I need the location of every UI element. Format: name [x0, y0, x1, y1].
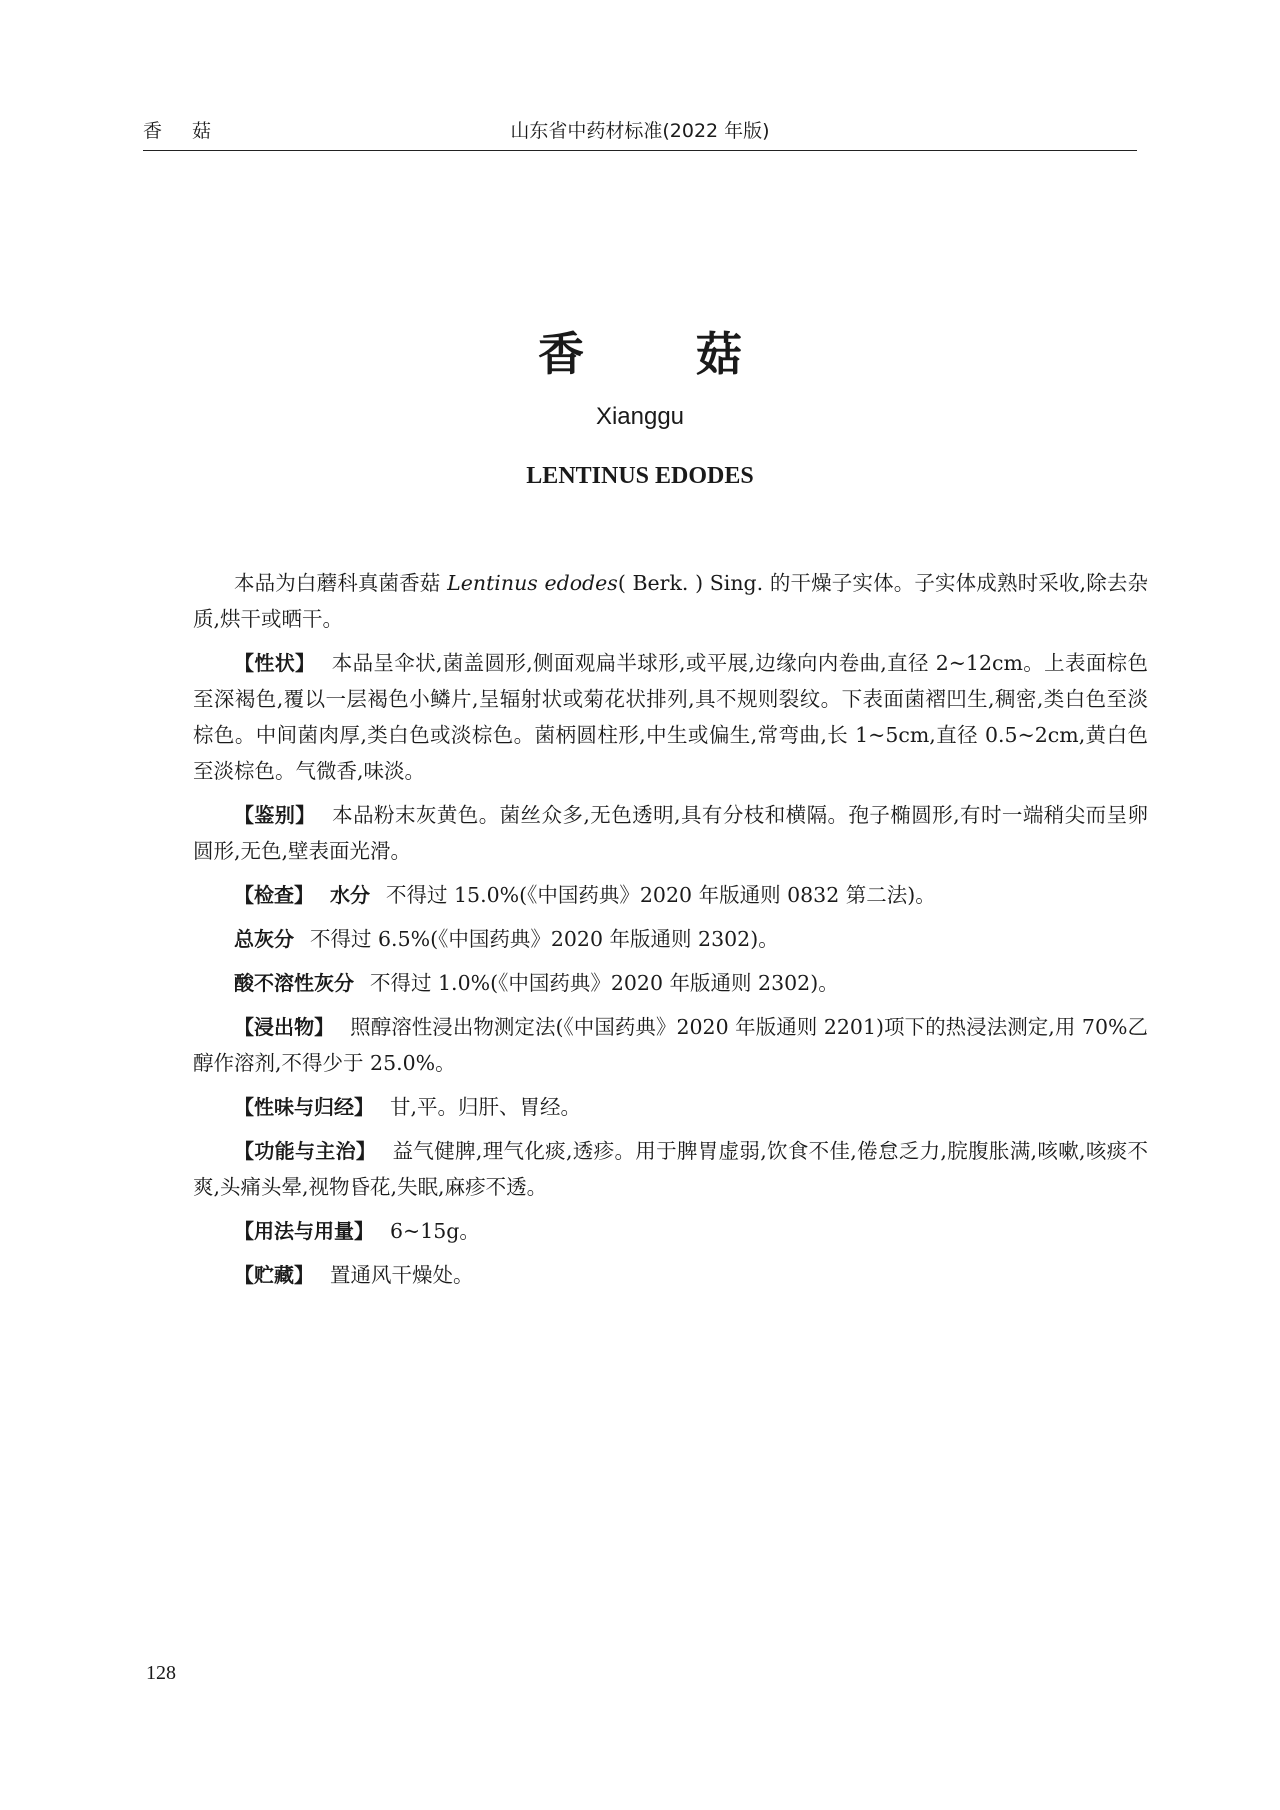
check-acid-insoluble-ash	[193, 965, 1148, 1001]
intro-paragraph	[193, 565, 1148, 637]
section-label: 【浸出物】	[234, 1015, 335, 1039]
monograph-body	[193, 565, 1148, 1301]
intro-pre: 本品为白蘑科真菌香菇	[234, 571, 448, 595]
section-text: 甘,平。归肝、胃经。	[390, 1095, 582, 1119]
pinyin-name: Xianggu	[595, 403, 685, 430]
header-book-title: 山东省中药材标准(2022 年版)	[510, 120, 770, 142]
section-text: 置通风干燥处。	[330, 1263, 474, 1287]
section-label: 【性味与归经】	[234, 1095, 374, 1119]
section-text: 益气健脾,理气化痰,透疹。用于脾胃虚弱,饮食不佳,倦怠乏力,脘腹胀满,咳嗽,咳痰不爽,头痛头晕,视物昏花,失眠,麻疹不透。	[193, 1139, 1148, 1199]
section-label: 【功能与主治】	[234, 1139, 377, 1163]
section-dosage	[193, 1213, 1148, 1249]
intro-post: ( Berk. ) Sing. 的干燥子实体。子实体成熟时采收,除去杂质,烘干或晒干。	[193, 571, 1148, 631]
section-label: 【鉴别】	[234, 803, 316, 827]
section-nature-meridian	[193, 1089, 1148, 1125]
check-item-name: 水分	[330, 883, 370, 907]
section-identification	[193, 797, 1148, 869]
section-text: 照醇溶性浸出物测定法(《中国药典》2020 年版通则 2201)项下的热浸法测定,用 70%乙醇作溶剂,不得少于 25.0%。	[193, 1015, 1149, 1075]
check-item-text: 不得过 15.0%(《中国药典》2020 年版通则 0832 第二法)。	[386, 883, 936, 907]
section-storage	[193, 1257, 1148, 1293]
species-name: Lentinus edodes	[447, 571, 618, 595]
running-header	[143, 112, 1137, 151]
section-text: 本品呈伞状,菌盖圆形,侧面观扁半球形,或平展,边缘向内卷曲,直径 2~12cm。上表面棕色至深褐色,覆以一层褐色小鳞片,呈辐射状或菊花状排列,具不规则裂纹。下表面菌褶凹生,稠密,类白色至淡棕色。中间菌肉厚,类白色或淡棕色。菌柄圆柱形,中生或偏生,常弯曲,长 1~5cm,直径 0.5~2cm,黄白色至淡棕色。气微香,味淡。	[193, 651, 1149, 783]
section-label: 【性状】	[234, 651, 316, 675]
section-extract	[193, 1009, 1148, 1081]
check-total-ash	[193, 921, 1148, 957]
section-functions	[193, 1133, 1148, 1205]
section-label: 【用法与用量】	[234, 1219, 374, 1243]
page-title: 香 菇	[537, 327, 790, 381]
section-label: 【检查】	[234, 883, 314, 907]
header-left-title: 香 菇	[143, 120, 224, 142]
page-number: 128	[146, 1662, 176, 1684]
section-characters	[193, 645, 1148, 789]
section-label: 【贮藏】	[234, 1263, 314, 1287]
check-item-text: 不得过 6.5%(《中国药典》2020 年版通则 2302)。	[310, 927, 779, 951]
section-text: 6~15g。	[390, 1219, 480, 1243]
check-item-name: 总灰分	[234, 927, 294, 951]
check-item-name: 酸不溶性灰分	[234, 971, 354, 995]
section-text: 本品粉末灰黄色。菌丝众多,无色透明,具有分枝和横隔。孢子椭圆形,有时一端稍尖而呈卵圆形,无色,壁表面光滑。	[193, 803, 1149, 863]
latin-name: LENTINUS EDODES	[526, 463, 754, 489]
section-check	[193, 877, 1148, 913]
check-item-text: 不得过 1.0%(《中国药典》2020 年版通则 2302)。	[370, 971, 839, 995]
